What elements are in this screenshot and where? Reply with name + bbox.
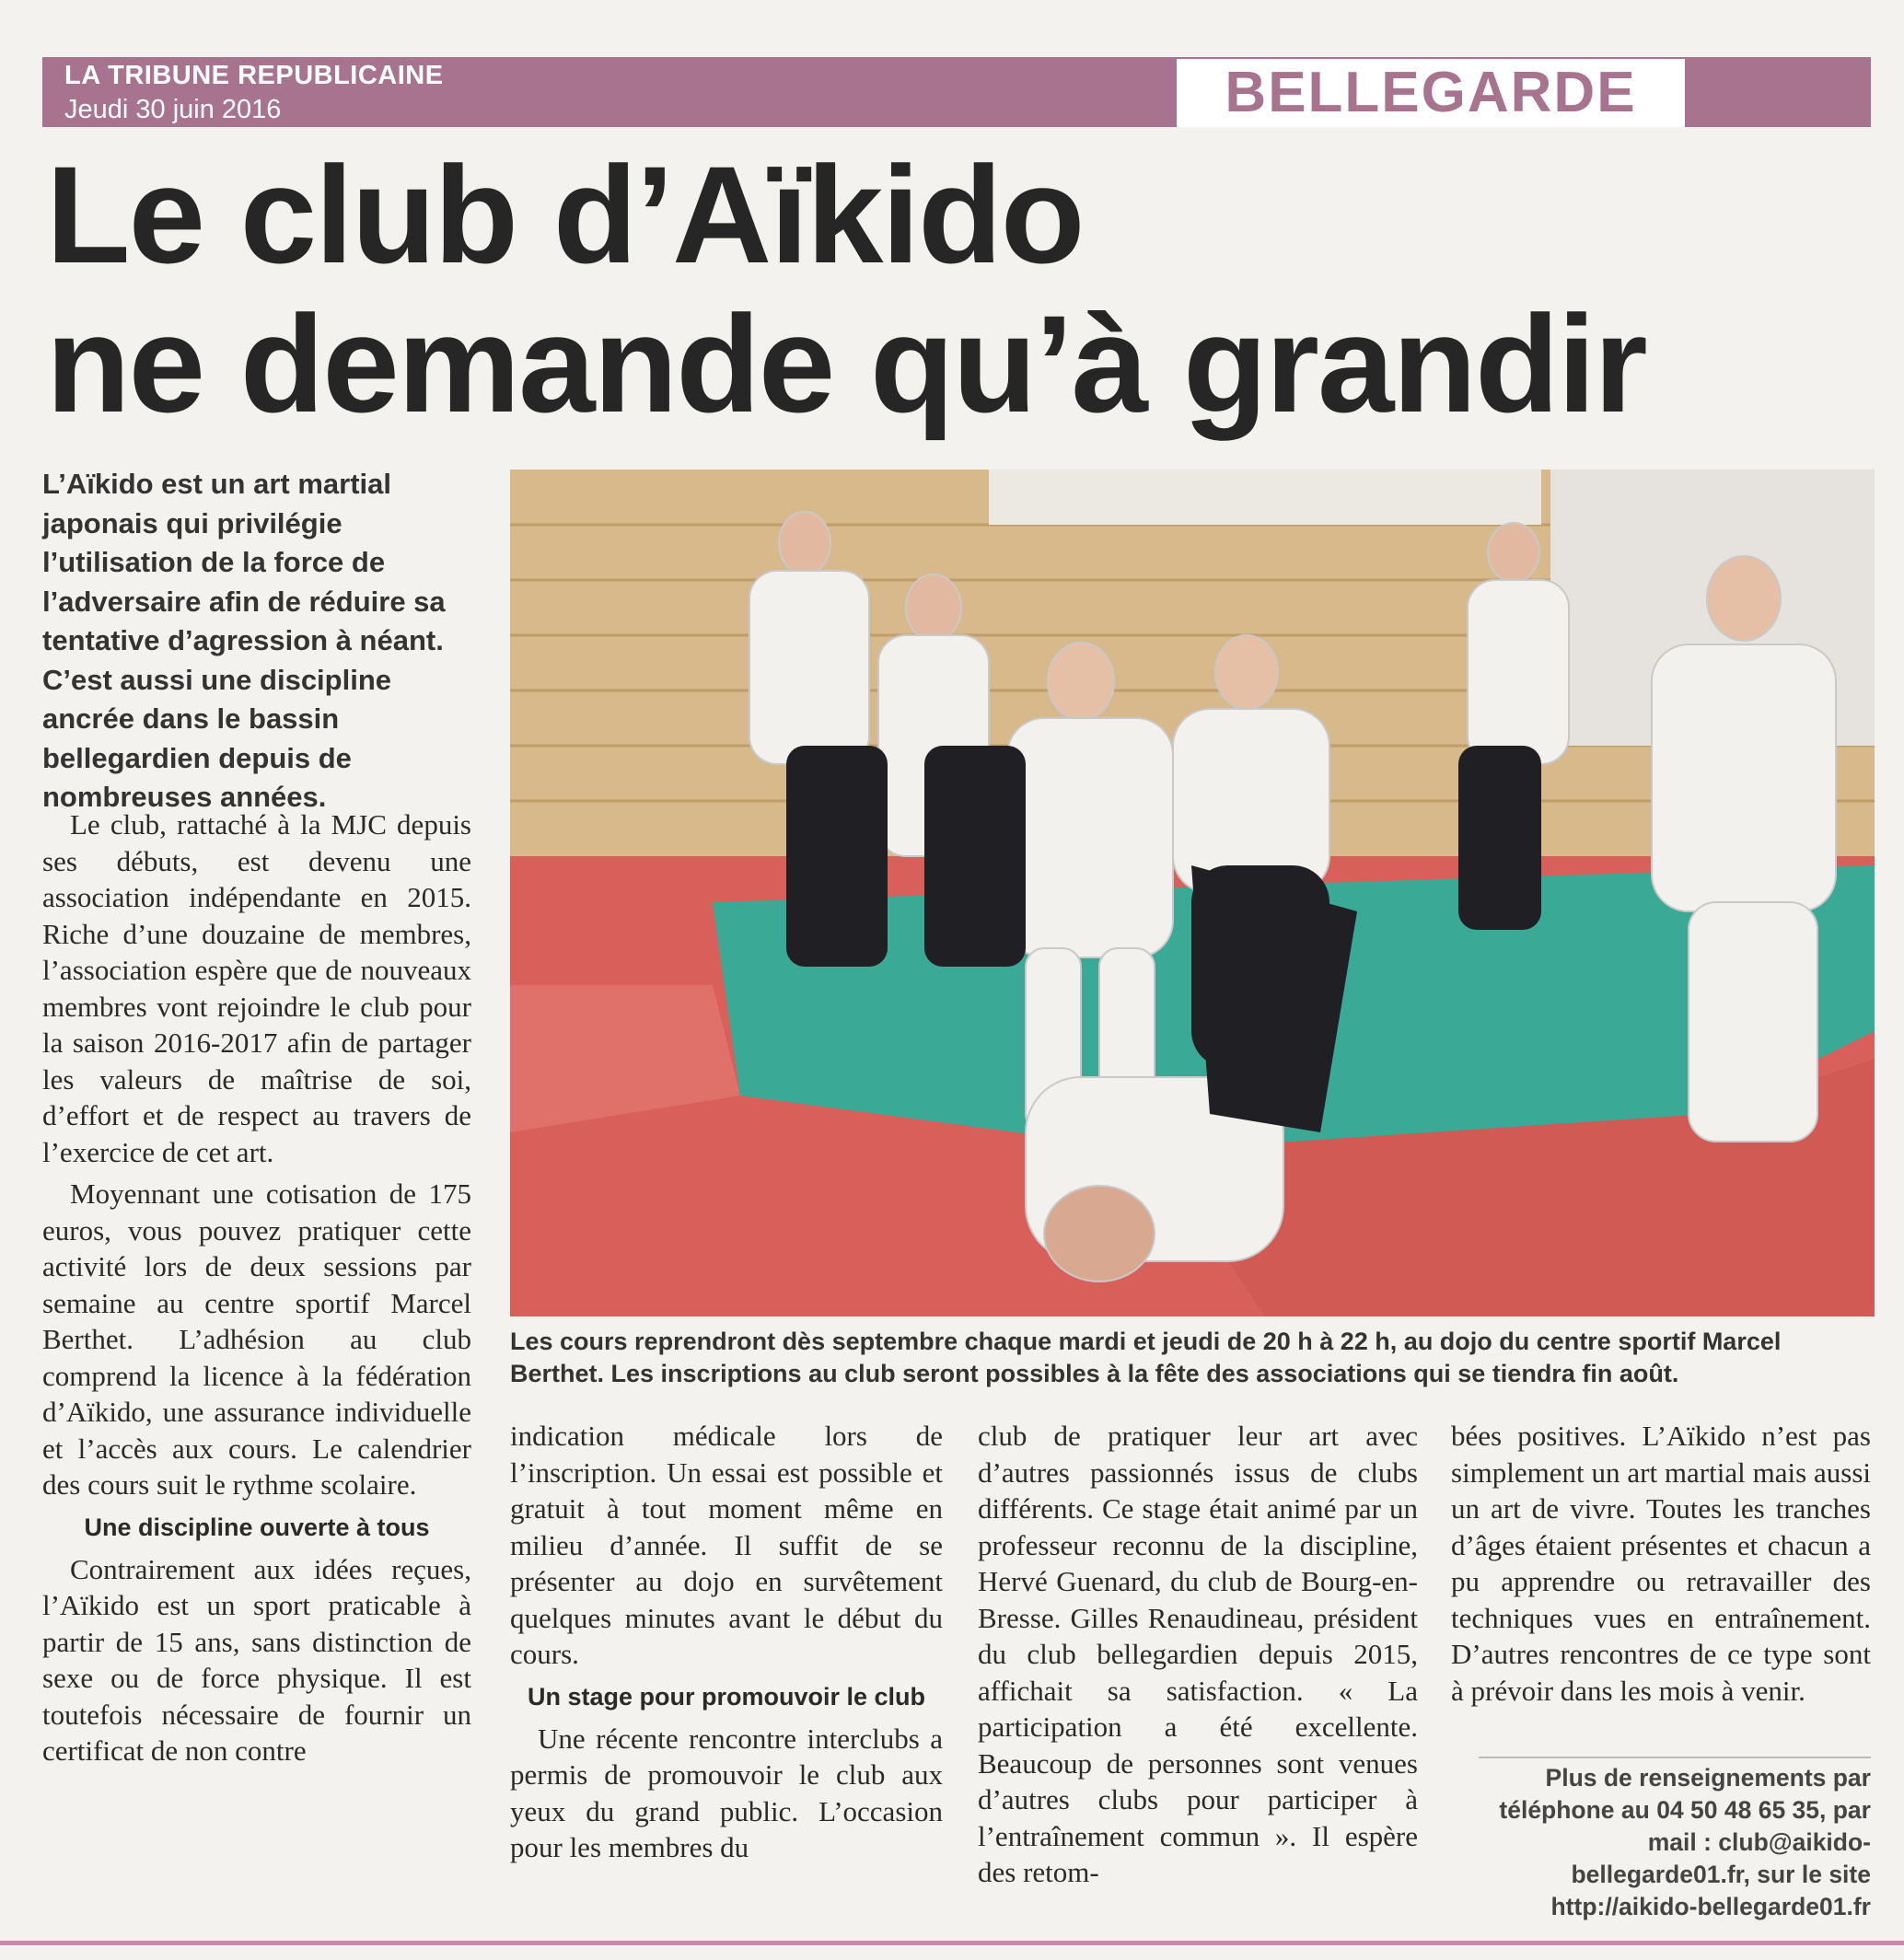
paragraph: indication médicale lors de l’inscription. Un essai est possible et gratuit à tout moment même en milieu d’année. Il suffit de se présenter au dojo en survêtement quelques minutes avant le début du cours. xyxy=(510,1420,943,1670)
paragraph: bées positives. L’Aïkido n’est pas simplement un art martial mais aussi un art de vivre. Toutes les tranches d’âges étaient présentes et chacun a pu apprendre ou retravailler des techniques vues en entraînement. D’autres rencontres de ce type sont à prévoir dans les mois à venir. xyxy=(1451,1420,1871,1707)
article-lead: L’Aïkido est un art martial japonais qui privilégie l’utilisation de la force de l’adversaire afin de réduire sa tentative d’agression à néant. C’est aussi une discipline ancrée dans le bassin bellegardien depuis de nombreuses années. xyxy=(42,468,446,813)
paragraph: Contrairement aux idées reçues, l’Aïkido est un sport praticable à partir de 15 ans, sans distinction de sexe ou de force physique. Il est toutefois nécessaire de fournir un certificat de non contre xyxy=(42,1552,471,1767)
paragraph: Le club, rattaché à la MJC depuis ses débuts, est devenu une association indépendante en 2015. Riche d’une douzaine de membres, l’association espère que de nouveaux membres vont rejoindre le club pour la saison 2016-2017 afin de partager les valeurs de maîtrise de soi, d’effort et de respect au travers de l’exercice de cet art. xyxy=(42,808,471,1168)
publication-date: Jeudi 30 juin 2016 xyxy=(64,95,282,124)
article-column-3 xyxy=(978,1418,1418,1896)
section-label: BELLEGARDE xyxy=(1177,59,1685,127)
headline-line-2: ne demande qu’à grandir xyxy=(46,286,1646,441)
article-column-2 xyxy=(510,1418,943,1872)
newspaper-name: LA TRIBUNE REPUBLICAINE xyxy=(64,61,444,90)
subheading: Une discipline ouverte à tous xyxy=(84,1513,430,1541)
aikido-photo xyxy=(510,470,1875,1316)
headline-line-1: Le club d’Aïkido xyxy=(46,137,1084,292)
contact-info: Plus de renseignements par téléphone au 04 50 48 65 35, par mail : club@aikido-bellegarde01.fr, sur le site http://aikido-bellegarde01.fr xyxy=(1499,1764,1871,1920)
paragraph: Une récente rencontre interclubs a permis de promouvoir le club aux yeux du grand public. L’occasion pour les membres du xyxy=(510,1722,943,1863)
article-headline xyxy=(46,137,1878,441)
dojo-photo-illustration xyxy=(510,470,1875,1316)
paragraph: Moyennant une cotisation de 175 euros, vous pouvez pratiquer cette activité lors de deux sessions par semaine au centre sportif Marcel Berthet. L’adhésion au club comprend la licence à la fédération d’Aïkido, une assurance individuelle et l’accès aux cours. Le calendrier des cours suit le rythme scolaire. xyxy=(42,1177,471,1501)
photo-caption: Les cours reprendront dès septembre chaque mardi et jeudi de 20 h à 22 h, au dojo du centre sportif Marcel Berthet. Les inscriptions au club seront possibles à la fête des associations qui se tiendra fin août. xyxy=(510,1328,1782,1387)
article-column-4 xyxy=(1451,1418,1871,1714)
article-column-1 xyxy=(42,806,471,1775)
bottom-rule xyxy=(0,1941,1904,1945)
subheading: Un stage pour promouvoir le club xyxy=(527,1682,926,1711)
paragraph: club de pratiquer leur art avec d’autres passionnés issus de clubs différents. Ce stage était animé par un professeur reconnu de la discipline, Hervé Guenard, du club de Bourg-en-Bresse. Gilles Renaudineau, président du club bellegardien depuis 2015, affichait sa satisfaction. « La participation a été excellente. Beaucoup de personnes sont venues d’autres clubs pour participer à l’entraînement commun ». Il espère des retom- xyxy=(978,1420,1418,1888)
info-divider xyxy=(1479,1757,1871,1758)
